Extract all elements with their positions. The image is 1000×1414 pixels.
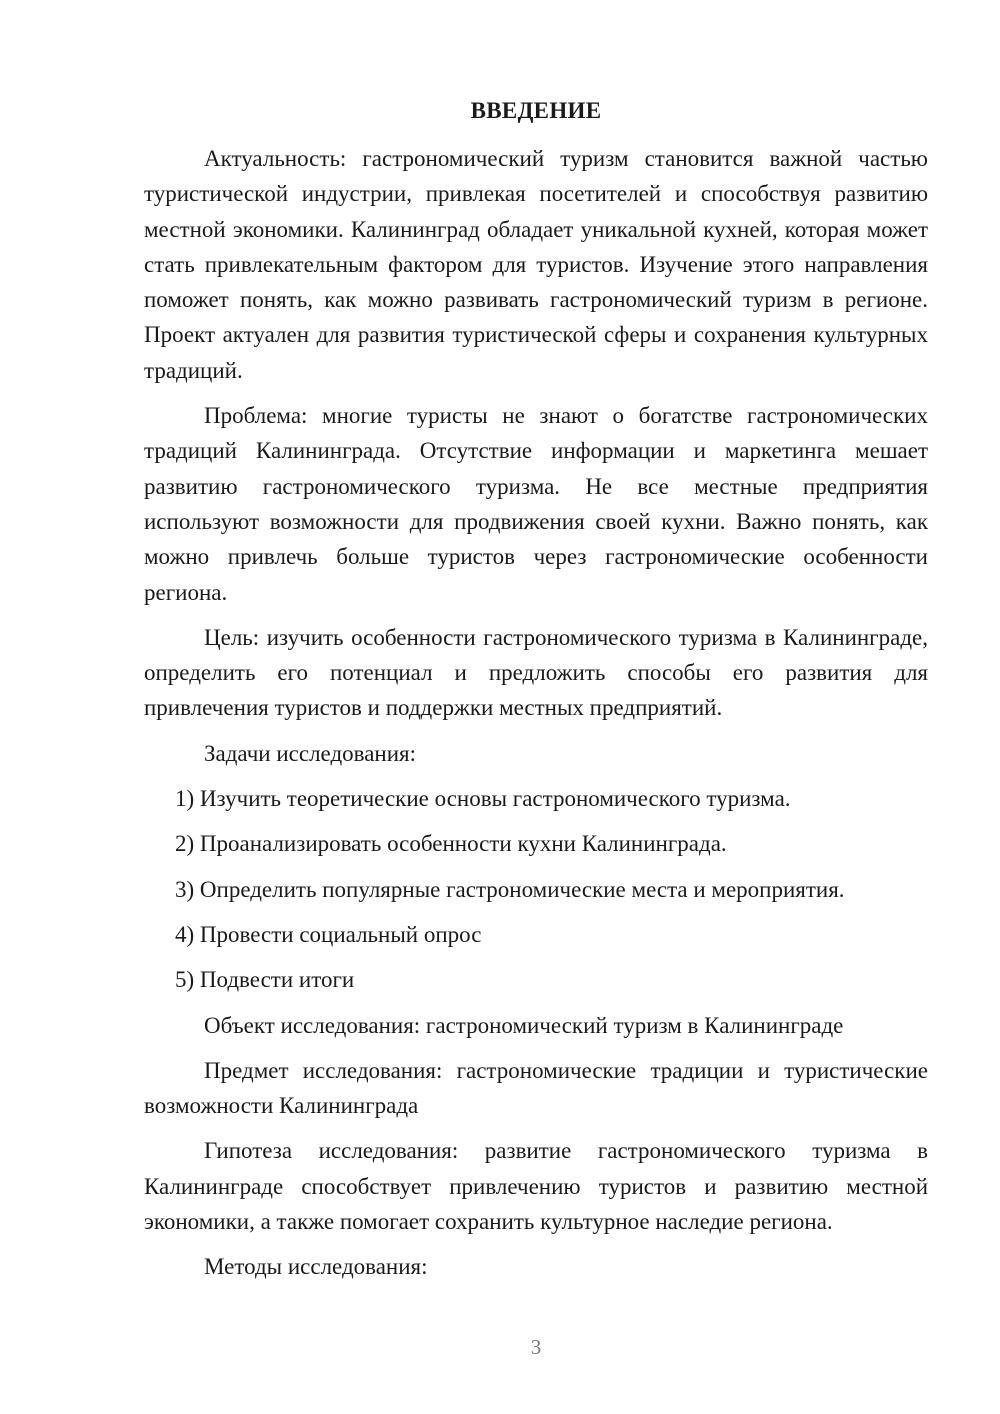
problem-paragraph: Проблема: многие туристы не знают о богатстве гастрономических традиций Калининграда. Отсутствие информации и маркетинга мешает развитию гастрономического туризма. Не все местные предприятия используют возможности для продвижения своей кухни. Важно понять, как можно привлечь больше туристов через гастрономические особенности региона. — [144, 403, 928, 605]
page-number: 3 — [530, 1335, 542, 1359]
tasks-heading: Задачи исследования: — [204, 740, 417, 766]
list-item: 2) Проанализировать особенности кухни Калининграда. — [175, 831, 727, 857]
list-item: 3) Определить популярные гастрономические места и мероприятия. — [175, 876, 845, 902]
list-item: 1) Изучить теоретические основы гастрономического туризма. — [175, 786, 791, 812]
list-item: 5) Подвести итоги — [175, 967, 355, 993]
page-title: ВВЕДЕНИЕ — [470, 98, 602, 123]
document-body — [144, 141, 928, 1295]
tasks-list — [144, 781, 928, 997]
object-paragraph: Объект исследования: гастрономический туризм в Калининграде — [204, 1012, 844, 1038]
hypothesis-paragraph: Гипотеза исследования: развитие гастрономического туризма в Калининграде способствует привлечению туристов и развитию местной экономики, а также помогает сохранить культурное наследие региона. — [144, 1138, 928, 1235]
relevance-paragraph: Актуальность: гастрономический туризм становится важной частью туристической индустрии, привлекая посетителей и способствуя развитию местной экономики. Калининград обладает уникальной кухней, которая может стать привлекательным фактором для туристов. Изучение этого направления поможет понять, как можно развивать гастрономический туризм в регионе. Проект актуален для развития туристической сферы и сохранения культурных традиций. — [144, 146, 928, 383]
methods-heading: Методы исследования: — [204, 1254, 428, 1280]
list-item: 4) Провести социальный опрос — [175, 921, 482, 947]
document-page — [144, 0, 928, 1414]
goal-paragraph: Цель: изучить особенности гастрономического туризма в Калининграде, определить его потенциал и предложить способы его развития для привлечения туристов и поддержки местных предприятий. — [144, 624, 928, 721]
subject-paragraph: Предмет исследования: гастрономические традиции и туристические возможности Калининграда — [144, 1057, 928, 1119]
